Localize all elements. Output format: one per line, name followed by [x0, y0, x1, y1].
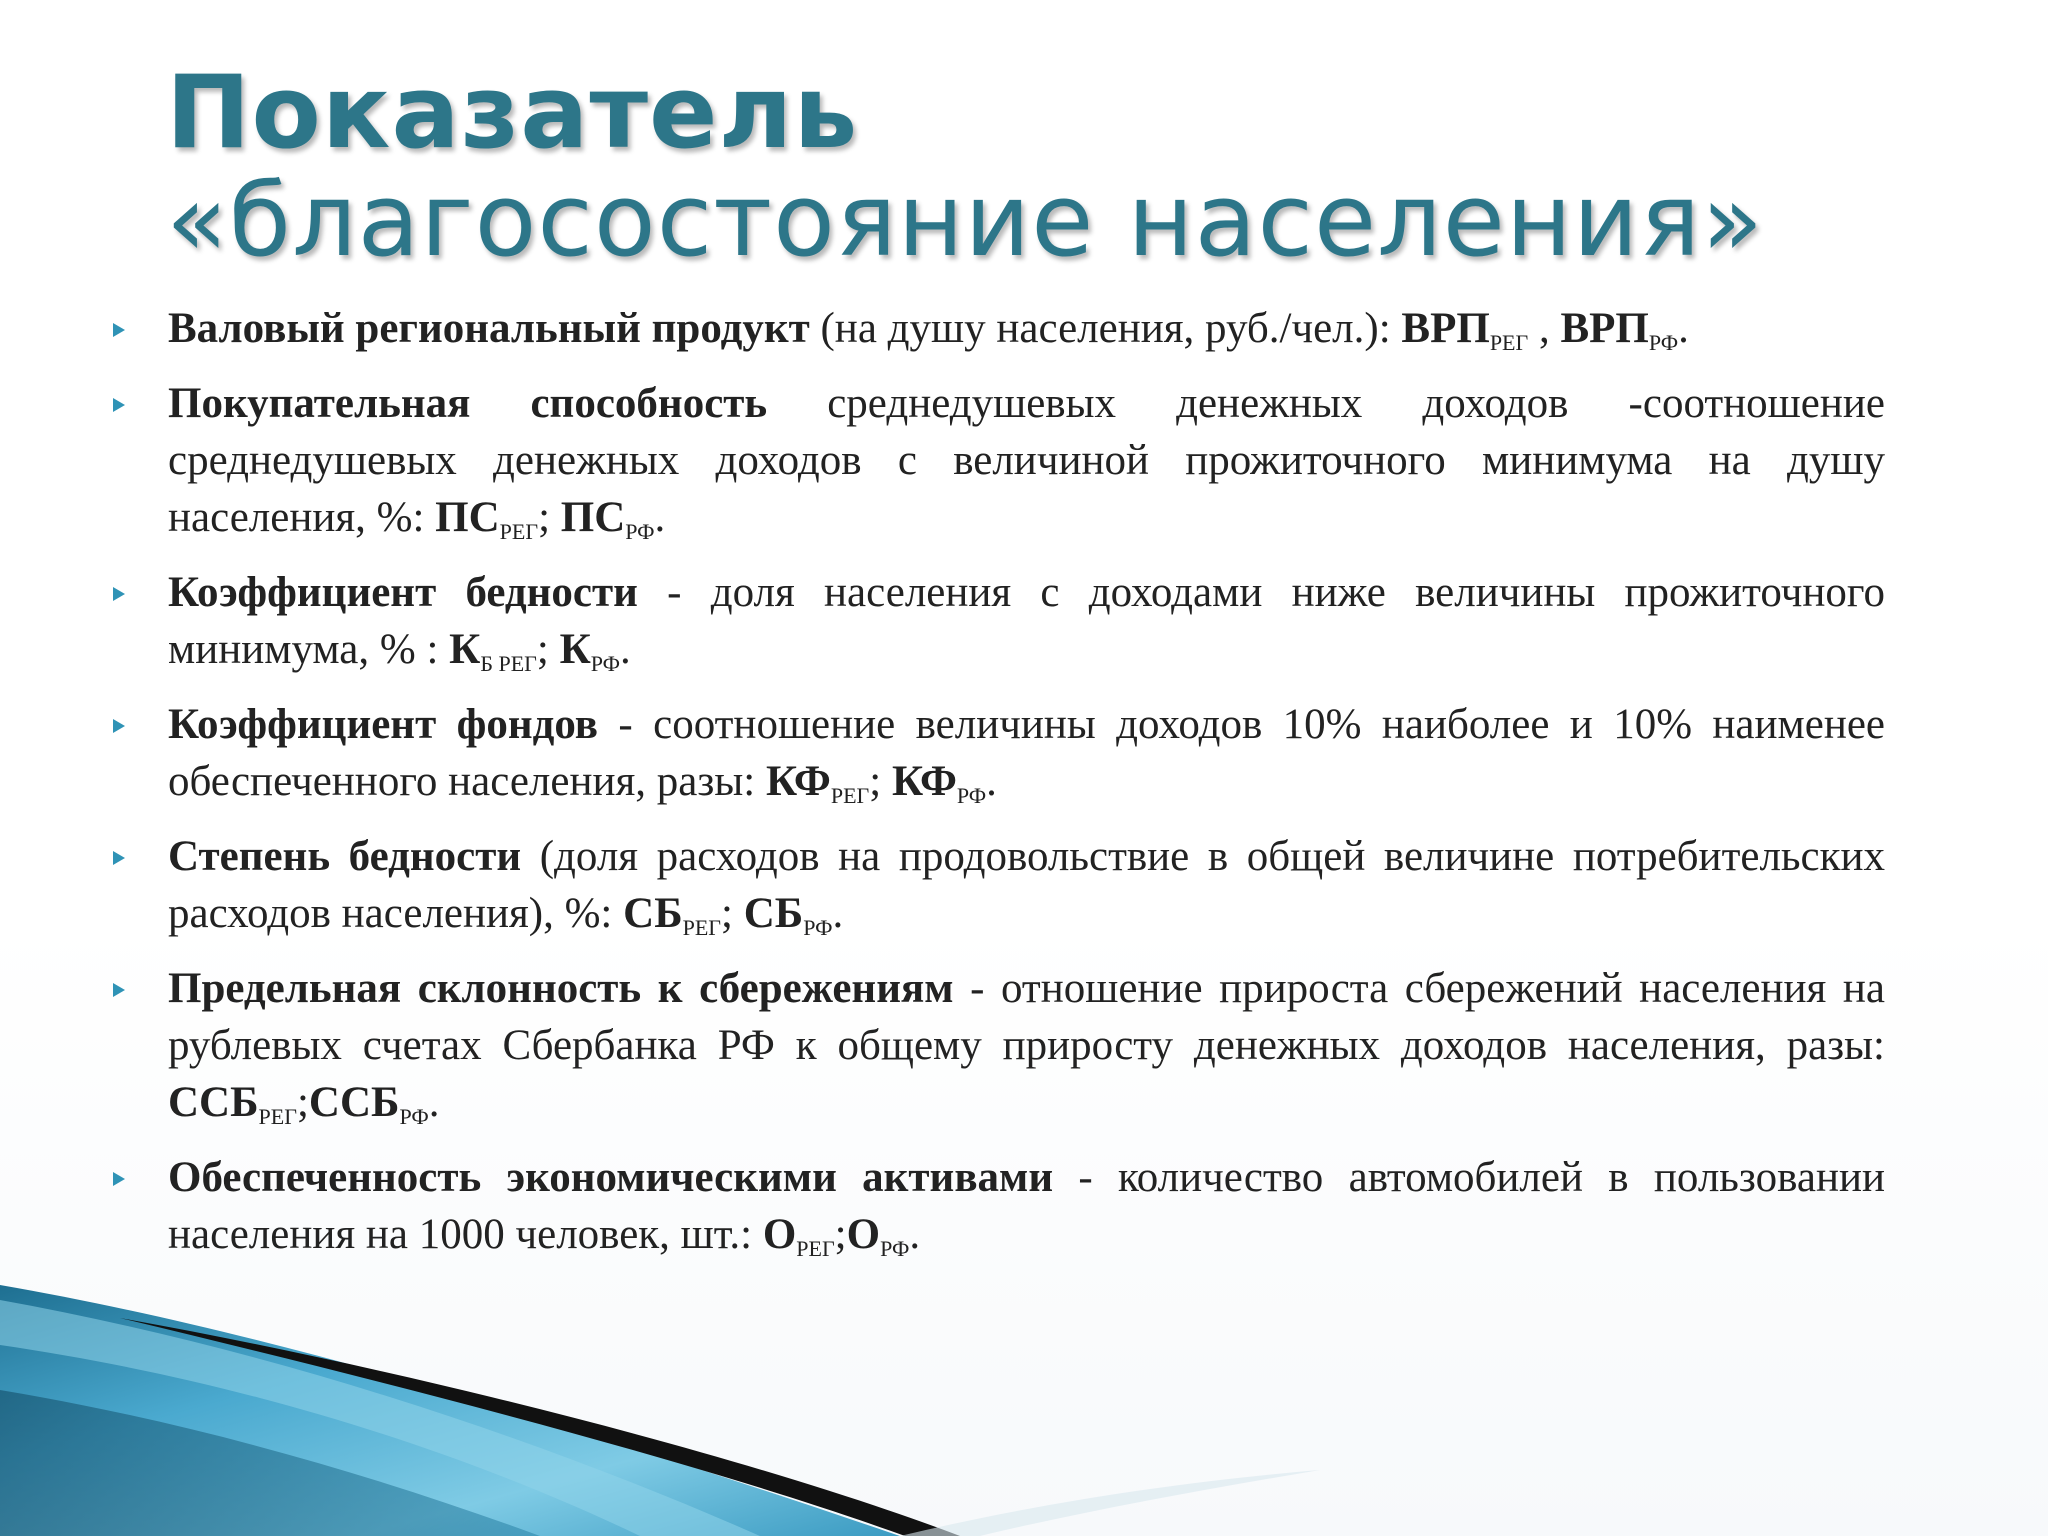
- indicator-item-grp: Валовый региональный продукт (на душу населения, руб./чел.): $ВРП_{РЕГ}$ , $ВРП_{РФ}$.: [100, 300, 1885, 357]
- indicator-item-poverty-coefficient: Коэффициент бедности - доля населения с доходами ниже величины прожиточного минимума, % : $К_{Б РЕГ}$; $К_{РФ}$.: [100, 564, 1885, 678]
- symbol-regional: $ВРП_{РЕГ}$: [1401, 305, 1529, 355]
- slide-title: [166, 53, 1966, 279]
- indicator-item-poverty-degree: Степень бедности (доля расходов на продовольствие в общей величине потребительских расходов населения), %: $СБ_{РЕГ}$; $СБ_{РФ}$.: [100, 828, 1885, 942]
- indicator-list: [100, 300, 1885, 1281]
- symbol-federal: $ПС_{РФ}$: [560, 494, 655, 544]
- indicator-item-economic-assets: Обеспеченность экономическими активами - количество автомобилей в пользовании населения на 1000 человек, шт.: $О_{РЕГ};О_{РФ}$.: [100, 1149, 1885, 1263]
- symbol-federal: $СБ_{РФ}$: [743, 890, 833, 940]
- indicator-description: (на душу населения, руб./чел.):: [809, 305, 1402, 352]
- indicator-description: среднедушевых денежных доходов -соотношение среднедушевых денежных доходов с величиной прожиточного минимума на душу населения, %:: [168, 380, 1885, 541]
- symbol-federal: $ВРП_{РФ}$: [1560, 305, 1679, 355]
- indicator-item-saving-propensity: Предельная склонность к сбережениям - отношение прироста сбережений населения на рублевых счетах Сбербанка РФ к общему приросту денежных доходов населения, разы: $ССБ_{РЕГ};ССБ_{РФ}$.: [100, 960, 1885, 1131]
- triangle-bullet-icon: [113, 398, 125, 412]
- indicator-description: - доля населения с доходами ниже величины прожиточного минимума, % :: [168, 569, 1885, 673]
- symbol-regional: $О_{РЕГ}$: [762, 1211, 835, 1261]
- indicator-term: Степень бедности: [168, 833, 522, 880]
- indicator-description: - количество автомобилей в пользовании населения на 1000 человек, шт.:: [168, 1154, 1885, 1258]
- indicator-term: Покупательная способность: [168, 380, 768, 427]
- symbol-separator: ;: [538, 494, 561, 541]
- symbol-regional: $КФ_{РЕГ}$: [765, 758, 870, 808]
- symbol-separator: ;: [721, 890, 744, 937]
- indicator-description: - отношение прироста сбережений населения на рублевых счетах Сбербанка РФ к общему приросту денежных доходов населения, разы:: [168, 965, 1885, 1069]
- symbol-separator: ,: [1528, 305, 1561, 352]
- indicator-term: Предельная склонность к сбережениям: [168, 965, 954, 1012]
- indicator-term: Коэффициент фондов: [168, 701, 599, 748]
- symbol-separator: ;: [834, 1211, 847, 1258]
- triangle-bullet-icon: [113, 851, 125, 865]
- indicator-term: Коэффициент бедности: [168, 569, 638, 616]
- triangle-bullet-icon: [113, 323, 125, 337]
- indicator-item-funds-coefficient: Коэффициент фондов - соотношение величины доходов 10% наиболее и 10% наименее обеспеченного населения, разы: $КФ_{РЕГ}$; $КФ_{РФ}$.: [100, 696, 1885, 810]
- indicator-term: Валовый региональный продукт: [168, 305, 810, 352]
- symbol-federal: $ССБ_{РФ}$: [308, 1079, 429, 1129]
- symbol-separator: ;: [869, 758, 892, 805]
- symbol-federal: $КФ_{РФ}$: [891, 758, 987, 808]
- symbol-regional: $ПС_{РЕГ}$: [435, 494, 539, 544]
- symbol-federal: $К_{РФ}$: [559, 626, 621, 676]
- symbol-federal: $О_{РФ}$: [846, 1211, 910, 1261]
- title-line-1: Показатель: [166, 53, 859, 171]
- triangle-bullet-icon: [113, 983, 125, 997]
- symbol-regional: $СБ_{РЕГ}$: [623, 890, 722, 940]
- indicator-item-purchasing-power: Покупательная способность среднедушевых денежных доходов -соотношение среднедушевых денежных доходов с величиной прожиточного минимума на душу населения, %: $ПС_{РЕГ}$; $ПС_{РФ}$.: [100, 375, 1885, 546]
- symbol-separator: ;: [536, 626, 560, 673]
- symbol-regional: $ССБ_{РЕГ}$: [168, 1079, 297, 1129]
- triangle-bullet-icon: [113, 1172, 125, 1186]
- indicator-term: Обеспеченность экономическими активами: [168, 1154, 1054, 1201]
- triangle-bullet-icon: [113, 719, 125, 733]
- symbol-separator: ;: [296, 1079, 309, 1126]
- symbol-regional: $К_{Б РЕГ}$: [449, 626, 537, 676]
- title-line-2: «благосостояние населения»: [166, 161, 1765, 279]
- indicator-description: - соотношение величины доходов 10% наиболее и 10% наименее обеспеченного населения, разы:: [168, 701, 1885, 805]
- indicator-description: (доля расходов на продовольствие в общей величине потребительских расходов населения), %:: [168, 833, 1886, 937]
- triangle-bullet-icon: [113, 587, 125, 601]
